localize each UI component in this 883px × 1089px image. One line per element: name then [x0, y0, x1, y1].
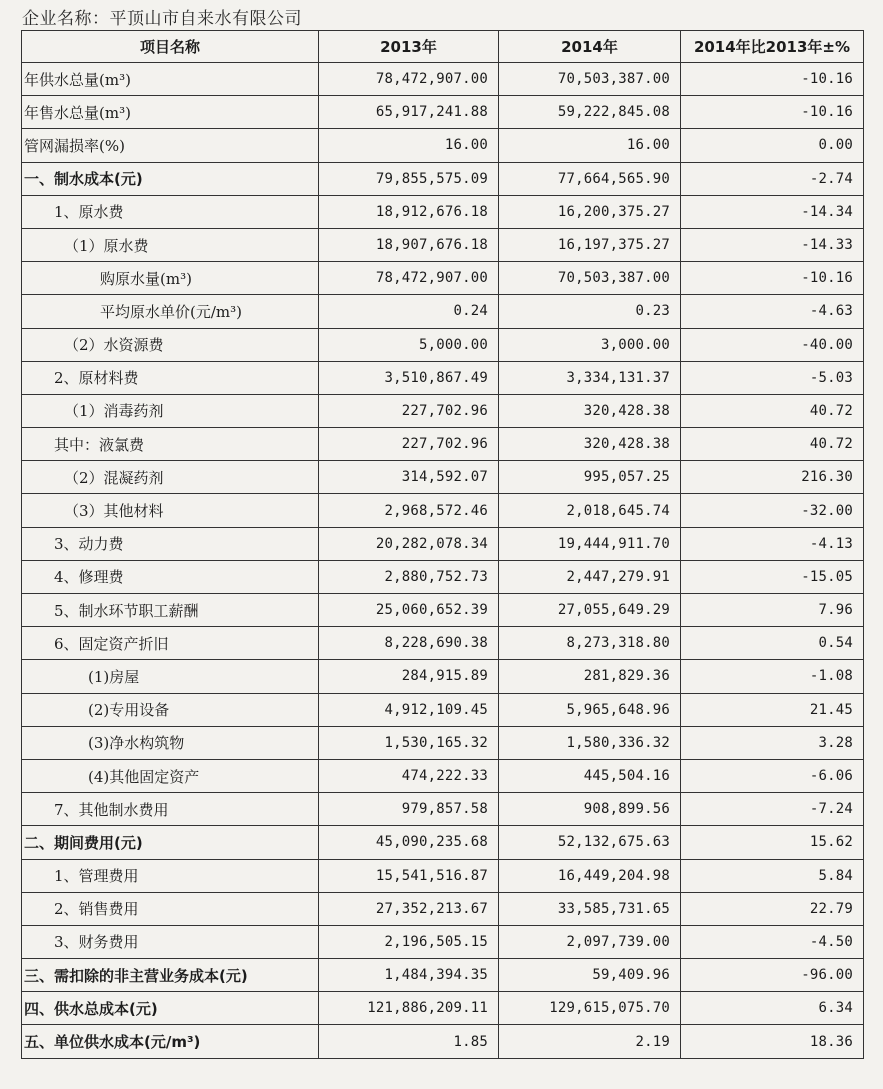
row-value-2014: 70,503,387.00 [499, 63, 681, 96]
row-change-pct: -1.08 [681, 660, 864, 693]
row-value-2014: 3,334,131.37 [499, 361, 681, 394]
row-value-2014: 27,055,649.29 [499, 594, 681, 627]
row-item-name: （3）其他材料 [22, 494, 319, 527]
row-change-pct: -40.00 [681, 328, 864, 361]
row-value-2014: 445,504.16 [499, 759, 681, 792]
row-item-name: （1）原水费 [22, 228, 319, 261]
row-value-2014: 320,428.38 [499, 428, 681, 461]
table-row [22, 262, 864, 295]
row-change-pct: 40.72 [681, 428, 864, 461]
row-change-pct: -4.63 [681, 295, 864, 328]
row-item-name: 5、制水环节职工薪酬 [22, 594, 319, 627]
row-value-2014: 2.19 [499, 1025, 681, 1058]
row-item-name: (4)其他固定资产 [22, 759, 319, 792]
row-value-2014: 320,428.38 [499, 394, 681, 427]
row-value-2013: 1.85 [319, 1025, 499, 1058]
table-row [22, 826, 864, 859]
row-value-2014: 16,449,204.98 [499, 859, 681, 892]
row-change-pct: 22.79 [681, 892, 864, 925]
row-value-2013: 16.00 [319, 129, 499, 162]
table-row [22, 361, 864, 394]
row-item-name: 四、供水总成本(元) [22, 992, 319, 1025]
row-value-2013: 121,886,209.11 [319, 992, 499, 1025]
row-value-2014: 281,829.36 [499, 660, 681, 693]
row-change-pct: 5.84 [681, 859, 864, 892]
row-item-name: 2、原材料费 [22, 361, 319, 394]
row-item-name: 6、固定资产折旧 [22, 627, 319, 660]
row-value-2013: 2,880,752.73 [319, 560, 499, 593]
row-value-2013: 4,912,109.45 [319, 693, 499, 726]
table-row [22, 461, 864, 494]
table-row [22, 793, 864, 826]
table-row [22, 627, 864, 660]
row-value-2013: 8,228,690.38 [319, 627, 499, 660]
row-item-name: 平均原水单价(元/m³) [22, 295, 319, 328]
row-value-2013: 45,090,235.68 [319, 826, 499, 859]
row-item-name: (2)专用设备 [22, 693, 319, 726]
table-row [22, 693, 864, 726]
row-value-2013: 1,484,394.35 [319, 959, 499, 992]
row-item-name: 3、动力费 [22, 527, 319, 560]
row-value-2013: 3,510,867.49 [319, 361, 499, 394]
row-value-2013: 15,541,516.87 [319, 859, 499, 892]
row-value-2013: 979,857.58 [319, 793, 499, 826]
row-value-2013: 474,222.33 [319, 759, 499, 792]
row-change-pct: -2.74 [681, 162, 864, 195]
row-change-pct: -14.33 [681, 228, 864, 261]
row-value-2014: 1,580,336.32 [499, 726, 681, 759]
table-row [22, 228, 864, 261]
table-row [22, 63, 864, 96]
row-item-name: (1)房屋 [22, 660, 319, 693]
row-value-2014: 5,965,648.96 [499, 693, 681, 726]
row-value-2014: 16,200,375.27 [499, 195, 681, 228]
row-value-2013: 78,472,907.00 [319, 63, 499, 96]
row-item-name: 1、原水费 [22, 195, 319, 228]
table-row [22, 295, 864, 328]
row-change-pct: 40.72 [681, 394, 864, 427]
row-item-name: 3、财务费用 [22, 925, 319, 958]
row-value-2014: 16,197,375.27 [499, 228, 681, 261]
row-change-pct: -7.24 [681, 793, 864, 826]
row-value-2014: 2,097,739.00 [499, 925, 681, 958]
row-change-pct: 7.96 [681, 594, 864, 627]
row-value-2013: 2,968,572.46 [319, 494, 499, 527]
table-row [22, 959, 864, 992]
table-row [22, 759, 864, 792]
row-value-2014: 59,222,845.08 [499, 96, 681, 129]
table-row [22, 925, 864, 958]
row-change-pct: -15.05 [681, 560, 864, 593]
row-item-name: 五、单位供水成本(元/m³) [22, 1025, 319, 1058]
table-row [22, 859, 864, 892]
table-row [22, 162, 864, 195]
row-change-pct: -4.50 [681, 925, 864, 958]
row-change-pct: -32.00 [681, 494, 864, 527]
company-name: 企业名称：平顶山市自来水有限公司 [22, 9, 302, 29]
table-row [22, 195, 864, 228]
row-value-2014: 70,503,387.00 [499, 262, 681, 295]
table-row [22, 527, 864, 560]
row-change-pct: -10.16 [681, 63, 864, 96]
row-change-pct: 15.62 [681, 826, 864, 859]
row-value-2013: 284,915.89 [319, 660, 499, 693]
header-2013: 2013年 [319, 31, 499, 63]
table-row [22, 394, 864, 427]
table-row [22, 129, 864, 162]
row-value-2013: 5,000.00 [319, 328, 499, 361]
table-row [22, 428, 864, 461]
row-change-pct: 6.34 [681, 992, 864, 1025]
row-change-pct: 18.36 [681, 1025, 864, 1058]
row-value-2013: 18,907,676.18 [319, 228, 499, 261]
row-item-name: (3)净水构筑物 [22, 726, 319, 759]
row-value-2013: 2,196,505.15 [319, 925, 499, 958]
row-value-2013: 78,472,907.00 [319, 262, 499, 295]
row-item-name: 年售水总量(m³) [22, 96, 319, 129]
table-row [22, 96, 864, 129]
row-item-name: （2）水资源费 [22, 328, 319, 361]
row-item-name: 1、管理费用 [22, 859, 319, 892]
row-value-2013: 227,702.96 [319, 394, 499, 427]
row-value-2014: 908,899.56 [499, 793, 681, 826]
row-value-2013: 227,702.96 [319, 428, 499, 461]
table-row [22, 892, 864, 925]
row-value-2014: 19,444,911.70 [499, 527, 681, 560]
row-change-pct: -10.16 [681, 262, 864, 295]
table-row [22, 726, 864, 759]
row-value-2013: 27,352,213.67 [319, 892, 499, 925]
row-value-2013: 25,060,652.39 [319, 594, 499, 627]
header-2014: 2014年 [499, 31, 681, 63]
row-change-pct: -10.16 [681, 96, 864, 129]
row-value-2013: 314,592.07 [319, 461, 499, 494]
table-row [22, 560, 864, 593]
row-change-pct: 0.00 [681, 129, 864, 162]
row-item-name: 一、制水成本(元) [22, 162, 319, 195]
row-item-name: 7、其他制水费用 [22, 793, 319, 826]
row-value-2013: 0.24 [319, 295, 499, 328]
row-item-name: 4、修理费 [22, 560, 319, 593]
row-value-2014: 2,018,645.74 [499, 494, 681, 527]
row-change-pct: 21.45 [681, 693, 864, 726]
table-row [22, 660, 864, 693]
row-item-name: 二、期间费用(元) [22, 826, 319, 859]
row-item-name: （1）消毒药剂 [22, 394, 319, 427]
row-value-2013: 20,282,078.34 [319, 527, 499, 560]
row-value-2014: 3,000.00 [499, 328, 681, 361]
row-item-name: 年供水总量(m³) [22, 63, 319, 96]
table-row [22, 594, 864, 627]
table-row [22, 1025, 864, 1058]
row-value-2014: 16.00 [499, 129, 681, 162]
row-item-name: （2）混凝药剂 [22, 461, 319, 494]
row-value-2014: 0.23 [499, 295, 681, 328]
row-change-pct: 216.30 [681, 461, 864, 494]
row-item-name: 其中：液氯费 [22, 428, 319, 461]
row-item-name: 三、需扣除的非主营业务成本(元) [22, 959, 319, 992]
row-change-pct: -4.13 [681, 527, 864, 560]
row-value-2014: 33,585,731.65 [499, 892, 681, 925]
row-value-2013: 18,912,676.18 [319, 195, 499, 228]
table-body [22, 63, 864, 1059]
row-change-pct: -96.00 [681, 959, 864, 992]
cost-table [21, 30, 864, 1059]
row-value-2014: 77,664,565.90 [499, 162, 681, 195]
table-row [22, 992, 864, 1025]
row-value-2013: 79,855,575.09 [319, 162, 499, 195]
row-value-2014: 995,057.25 [499, 461, 681, 494]
row-value-2014: 2,447,279.91 [499, 560, 681, 593]
table-row [22, 494, 864, 527]
row-change-pct: 3.28 [681, 726, 864, 759]
row-item-name: 管网漏损率(%) [22, 129, 319, 162]
row-item-name: 购原水量(m³) [22, 262, 319, 295]
row-value-2014: 59,409.96 [499, 959, 681, 992]
row-value-2013: 1,530,165.32 [319, 726, 499, 759]
table-header-row [22, 31, 864, 63]
table-row [22, 328, 864, 361]
row-value-2014: 8,273,318.80 [499, 627, 681, 660]
row-item-name: 2、销售费用 [22, 892, 319, 925]
row-value-2013: 65,917,241.88 [319, 96, 499, 129]
row-value-2014: 52,132,675.63 [499, 826, 681, 859]
row-change-pct: 0.54 [681, 627, 864, 660]
header-item-name: 项目名称 [22, 31, 319, 63]
row-change-pct: -5.03 [681, 361, 864, 394]
row-change-pct: -14.34 [681, 195, 864, 228]
header-change-pct: 2014年比2013年±% [681, 31, 864, 63]
row-value-2014: 129,615,075.70 [499, 992, 681, 1025]
row-change-pct: -6.06 [681, 759, 864, 792]
